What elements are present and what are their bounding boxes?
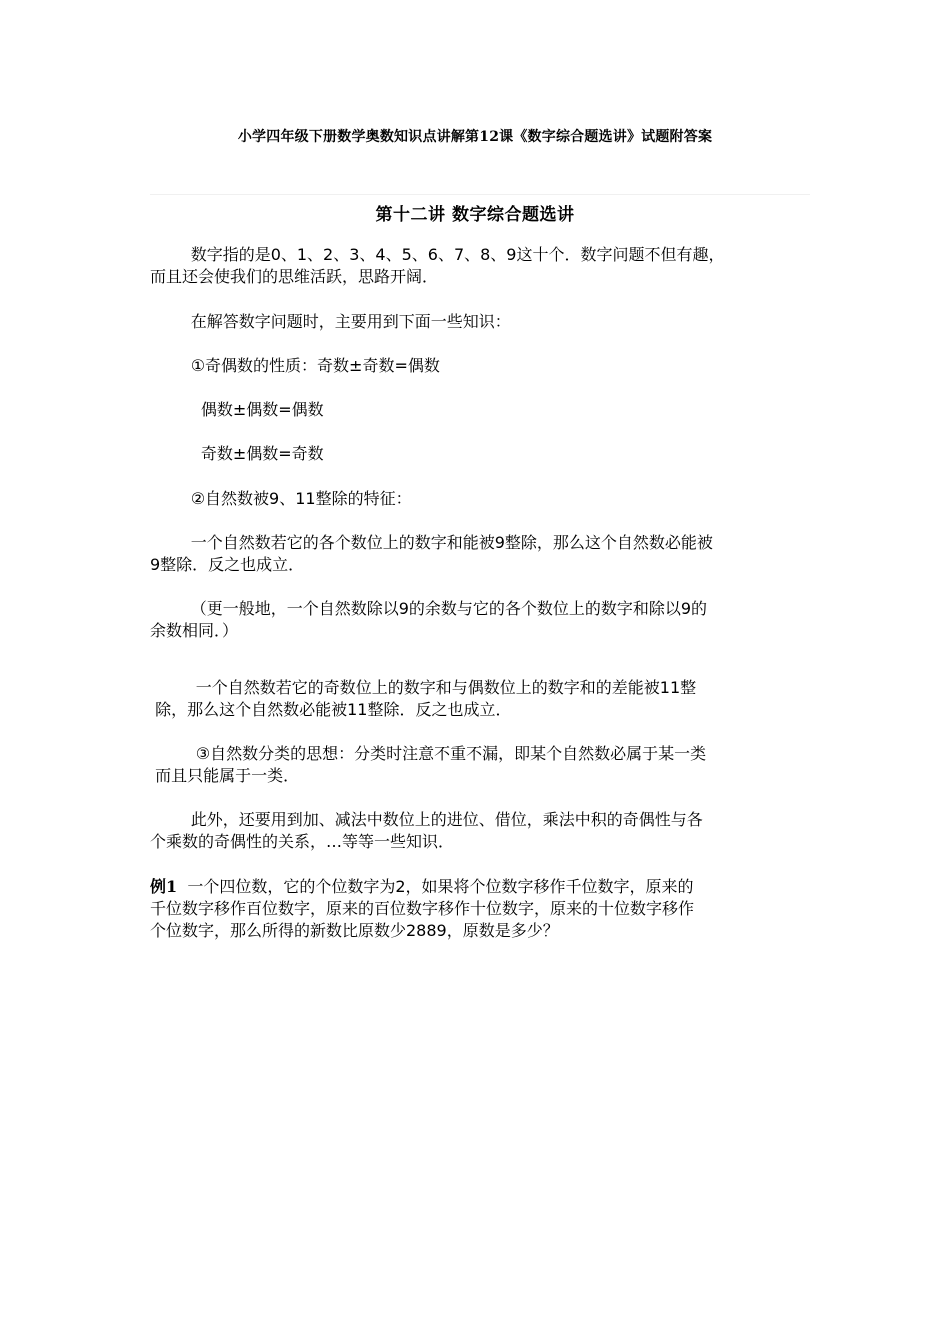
remainder-note: （更一般地，一个自然数除以9的余数与它的各个数位上的数字和除以9的 余数相同．） xyxy=(150,599,708,640)
example-1 xyxy=(150,876,815,942)
divisibility-by-9: 一个自然数若它的各个数位上的数字和能被9整除，那么这个自然数必能被 9整除．反之也成立． xyxy=(150,533,713,574)
odd-even-rule: ①奇偶数的性质：奇数±奇数=偶数 xyxy=(150,356,440,375)
example-text: 一个四位数，它的个位数字为2，如果将个位数字移作千位数字，原来的 千位数字移作百位数字，原来的百位数字移作十位数字，原来的十位数字移作 个位数字，那么所得的新数比原数少2889，原数是多少？ xyxy=(150,877,695,940)
odd-even-rule-line-3: 奇数±偶数=奇数 xyxy=(150,444,324,463)
divisibility-heading: ②自然数被9、11整除的特征： xyxy=(150,489,412,508)
divider xyxy=(150,194,810,195)
lead-paragraph: 在解答数字问题时，主要用到下面一些知识： xyxy=(150,312,511,331)
lesson-title: 第十二讲 数字综合题选讲 xyxy=(375,205,575,225)
classification-rule: ③自然数分类的思想：分类时注意不重不漏，即某个自然数必属于某一类 而且只能属于一类． xyxy=(155,744,707,785)
document-header: 小学四年级下册数学奥数知识点讲解第12课《数字综合题选讲》试题附答案 xyxy=(237,129,713,145)
example-label: 例1 xyxy=(150,877,178,896)
odd-even-rule-line-2: 偶数±偶数=偶数 xyxy=(150,400,324,419)
additional-knowledge: 此外，还要用到加、减法中数位上的进位、借位，乘法中积的奇偶性与各 个乘数的奇偶性的关系，…等等一些知识． xyxy=(150,810,703,851)
intro-paragraph: 数字指的是0、1、2、3、4、5、6、7、8、9这十个．数字问题不但有趣， 而且还会使我们的思维活跃，思路开阔． xyxy=(150,245,725,286)
divisibility-by-11: 一个自然数若它的奇数位上的数字和与偶数位上的数字和的差能被11整 除，那么这个自然数必能被11整除．反之也成立． xyxy=(155,678,697,719)
